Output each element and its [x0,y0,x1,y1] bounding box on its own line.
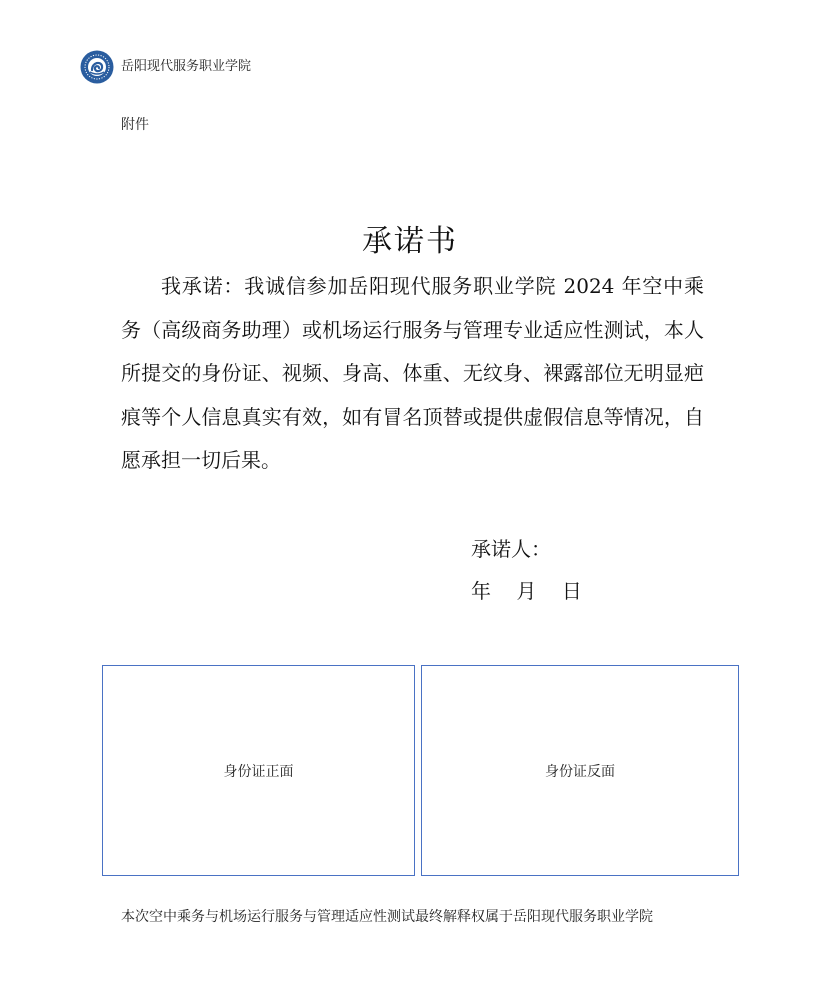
school-name: 岳阳现代服务职业学院 [121,59,252,74]
date-line: 年 月 日 [471,579,582,603]
id-card-front-box [102,665,415,876]
footer-note: 本次空中乘务与机场运行服务与管理适应性测试最终解释权属于岳阳现代服务职业学院 [121,909,653,925]
signer-label: 承诺人： [471,537,551,561]
id-card-front-label: 身份证正面 [223,763,294,780]
pledge-body-text: 我承诺：我诚信参加岳阳现代服务职业学院 2024 年空中乘务（高级商务助理）或机场运行服务与管理专业适应性测试，本人所提交的身份证、视频、身高、体重、无纹身、裸露部位无明显疤痕等个人信息真实有效，如有冒名顶替或提供虚假信息等情况，自愿承担一切后果。 [121,274,704,473]
annex-label: 附件 [121,117,149,133]
id-card-back-label: 身份证反面 [545,763,615,780]
id-card-back-box [421,665,739,876]
document-title: 承诺书 [362,224,458,259]
school-emblem-icon [80,50,114,84]
